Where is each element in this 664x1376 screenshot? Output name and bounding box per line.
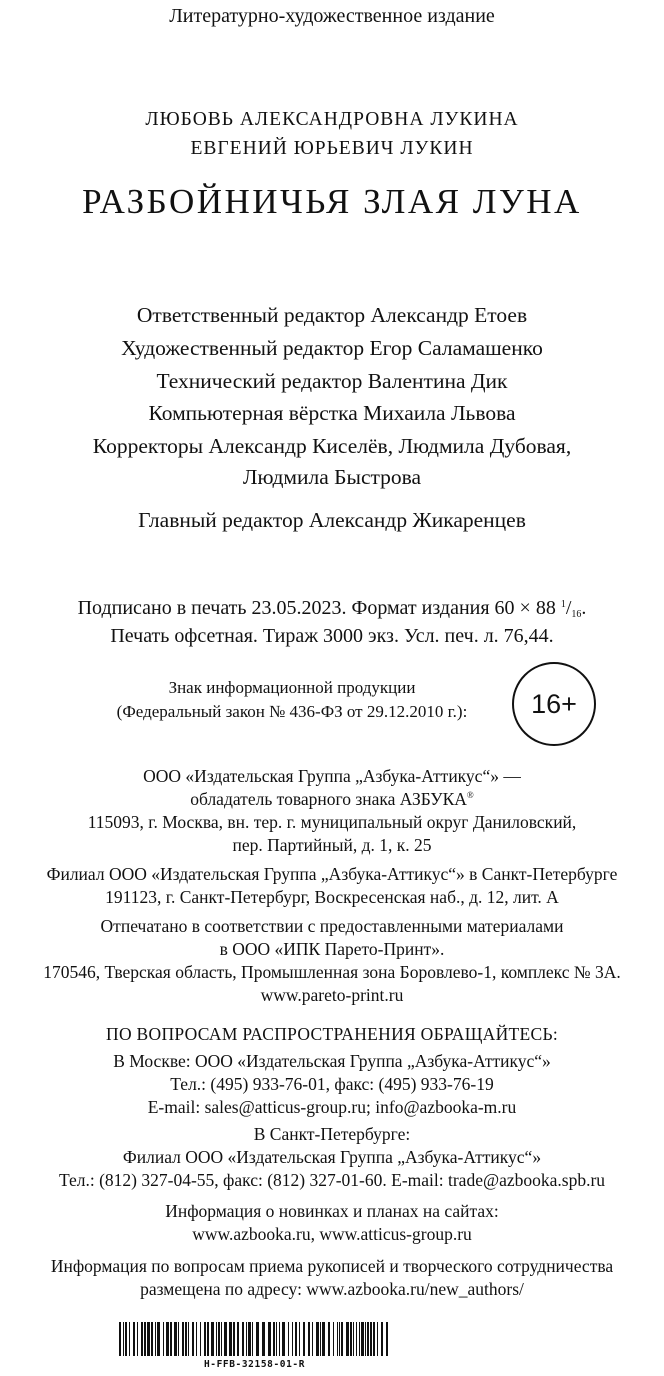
author-1: ЛЮБОВЬ АЛЕКСАНДРОВНА ЛУКИНА	[145, 109, 519, 130]
spb-line-3: Тел.: (812) 327-04-55, факс: (812) 327-01-60. E-mail: trade@azbooka.spb.ru	[58, 1170, 606, 1190]
art-editor: Художественный редактор Егор Саламашенко	[121, 336, 543, 360]
manuscripts-line-2: размещена по адресу: www.azbooka.ru/new_authors/	[140, 1279, 524, 1299]
barcode-bar	[155, 1322, 156, 1356]
barcode-bar	[361, 1322, 364, 1356]
barcode-bar	[337, 1322, 338, 1356]
layout-credit: Компьютерная вёрстка Михаила Львова	[148, 401, 516, 425]
barcode-bar	[386, 1322, 388, 1356]
moscow-line-2: Тел.: (495) 933-76-01, факс: (495) 933-76-19	[170, 1074, 494, 1094]
barcode-bar	[256, 1322, 259, 1356]
barcode-bar	[268, 1322, 271, 1356]
barcode-bar	[356, 1322, 357, 1356]
proofreaders-line-1: Корректоры Александр Киселёв, Людмила Дубовая,	[92, 434, 572, 458]
barcode-bar	[147, 1322, 150, 1356]
barcode-bar	[279, 1322, 280, 1356]
barcode-bar	[377, 1322, 378, 1356]
barcode-bar	[123, 1322, 124, 1356]
barcode-bar	[288, 1322, 289, 1356]
barcode-bar	[333, 1322, 334, 1356]
barcode-bar	[365, 1322, 366, 1356]
print-info-line-1: Подписано в печать 23.05.2023. Формат издания 60 × 88 $^1/_{16}$.	[77, 597, 587, 620]
chief-editor: Главный редактор Александр Жикаренцев	[138, 508, 526, 532]
publisher-line-2	[0, 791, 664, 809]
barcode-bar	[233, 1322, 235, 1356]
barcode-bar	[229, 1322, 232, 1356]
barcode-bar	[308, 1322, 310, 1356]
barcode-bar	[221, 1322, 222, 1356]
spb-line-2: Филиал ООО «Издательская Группа „Азбука-Аттикус“»	[122, 1147, 542, 1167]
barcode-bar	[157, 1322, 160, 1356]
barcode-bar	[320, 1322, 321, 1356]
format-fraction-denominator: 16	[571, 609, 582, 620]
barcode-bar	[224, 1322, 227, 1356]
barcode-bar	[262, 1322, 265, 1356]
barcode-bar	[200, 1322, 201, 1356]
barcode-bar	[276, 1322, 277, 1356]
barcode-bar	[174, 1322, 177, 1356]
trademark-text: обладатель товарного знака АЗБУКА	[190, 789, 467, 809]
barcode-bar	[242, 1322, 244, 1356]
distribution-heading: ПО ВОПРОСАМ РАСПРОСТРАНЕНИЯ ОБРАЩАЙТЕСЬ:	[106, 1024, 558, 1044]
barcode-bar	[328, 1322, 330, 1356]
barcode-bar	[346, 1322, 349, 1356]
barcode-bar	[237, 1322, 239, 1356]
book-title: РАЗБОЙНИЧЬЯ ЗЛАЯ ЛУНА	[82, 182, 582, 221]
barcode-bar	[341, 1322, 343, 1356]
barcode-bar	[322, 1322, 325, 1356]
proofreaders-line-2: Людмила Быстрова	[242, 465, 422, 489]
barcode-bar	[299, 1322, 300, 1356]
barcode-bar	[151, 1322, 153, 1356]
print-info-end: .	[581, 597, 587, 619]
barcode-bar	[350, 1322, 352, 1356]
printer-website: www.pareto-print.ru	[260, 985, 404, 1005]
responsible-editor: Ответственный редактор Александр Етоев	[136, 303, 528, 327]
print-info-text: Подписано в печать 23.05.2023. Формат издания 60 × 88	[77, 597, 556, 619]
barcode-bar	[129, 1322, 130, 1356]
federal-law-label: (Федеральный закон № 436-ФЗ от 29.12.2010 г.):	[116, 702, 468, 721]
barcode-bar	[188, 1322, 189, 1356]
barcode-bar	[248, 1322, 251, 1356]
barcode-bar	[211, 1322, 214, 1356]
barcode-text: H-FFB-32158-01-R	[203, 1359, 306, 1370]
websites-line-2: www.azbooka.ru, www.atticus-group.ru	[192, 1224, 472, 1244]
moscow-line-3: E-mail: sales@atticus-group.ru; info@azbooka-m.ru	[147, 1097, 517, 1117]
barcode-bar	[252, 1322, 253, 1356]
barcode-bar	[178, 1322, 179, 1356]
barcode-bar	[353, 1322, 354, 1356]
barcode-bar	[196, 1322, 197, 1356]
barcode-bar	[218, 1322, 220, 1356]
barcode-bar	[312, 1322, 313, 1356]
tech-editor: Технический редактор Валентина Дик	[156, 369, 508, 393]
moscow-line-1: В Москве: ООО «Издательская Группа „Азбука-Аттикус“»	[113, 1051, 551, 1071]
publisher-line-3: 115093, г. Москва, вн. тер. г. муниципальный округ Даниловский,	[87, 812, 577, 832]
branch-line-1: Филиал ООО «Издательская Группа „Азбука-Аттикус“» в Санкт-Петербурге	[46, 864, 618, 884]
barcode-bar	[207, 1322, 209, 1356]
barcode-bar	[316, 1322, 319, 1356]
barcode-bar	[370, 1322, 372, 1356]
barcode-bar	[339, 1322, 340, 1356]
barcode-bar	[273, 1322, 275, 1356]
barcode-bar	[216, 1322, 217, 1356]
branch-line-2: 191123, г. Санкт-Петербург, Воскресенская наб., д. 12, лит. А	[105, 887, 559, 907]
barcode-bar	[144, 1322, 146, 1356]
barcode-bar	[359, 1322, 360, 1356]
print-info-line-2: Печать офсетная. Тираж 3000 экз. Усл. печ. л. 76,44.	[110, 625, 554, 647]
printer-line-2: в ООО «ИПК Парето-Принт».	[219, 939, 445, 959]
publisher-line-4: пер. Партийный, д. 1, к. 25	[232, 835, 432, 855]
publisher-line-1: ООО «Издательская Группа „Азбука-Аттикус“» —	[143, 766, 521, 786]
barcode-bar	[133, 1322, 135, 1356]
info-product-label: Знак информационной продукции	[168, 678, 416, 697]
barcode-bar	[125, 1322, 127, 1356]
manuscripts-line-1: Информация по вопросам приема рукописей и творческого сотрудничества	[50, 1256, 614, 1276]
author-2: ЕВГЕНИЙ ЮРЬЕВИЧ ЛУКИН	[190, 138, 474, 159]
barcode-bar	[182, 1322, 184, 1356]
registered-mark: ®	[466, 790, 474, 801]
printer-line-1: Отпечатано в соответствии с предоставленными материалами	[100, 916, 564, 936]
edition-type: Литературно-художественное издание	[169, 5, 495, 27]
barcode-bar	[373, 1322, 375, 1356]
barcode-bar	[137, 1322, 138, 1356]
barcode-bar	[170, 1322, 172, 1356]
printer-line-3: 170546, Тверская область, Промышленная зона Боровлево-1, комплекс № 3А.	[43, 962, 621, 982]
barcode-bar	[292, 1322, 293, 1356]
format-fraction-numerator: 1	[560, 599, 566, 610]
barcode-bar	[303, 1322, 305, 1356]
barcode	[119, 1322, 390, 1356]
barcode-bar	[141, 1322, 143, 1356]
barcode-bar	[246, 1322, 247, 1356]
barcode-bar	[381, 1322, 383, 1356]
spb-line-1: В Санкт-Петербурге:	[253, 1124, 411, 1144]
barcode-bar	[192, 1322, 194, 1356]
barcode-bar	[282, 1322, 285, 1356]
barcode-bar	[166, 1322, 169, 1356]
barcode-bar	[367, 1322, 369, 1356]
barcode-bar	[119, 1322, 121, 1356]
websites-line-1: Информация о новинках и планах на сайтах:	[165, 1201, 499, 1221]
barcode-bar	[185, 1322, 187, 1356]
barcode-bar	[163, 1322, 164, 1356]
barcode-bar	[295, 1322, 297, 1356]
barcode-bar	[204, 1322, 206, 1356]
age-rating-badge: 16+	[512, 662, 596, 746]
